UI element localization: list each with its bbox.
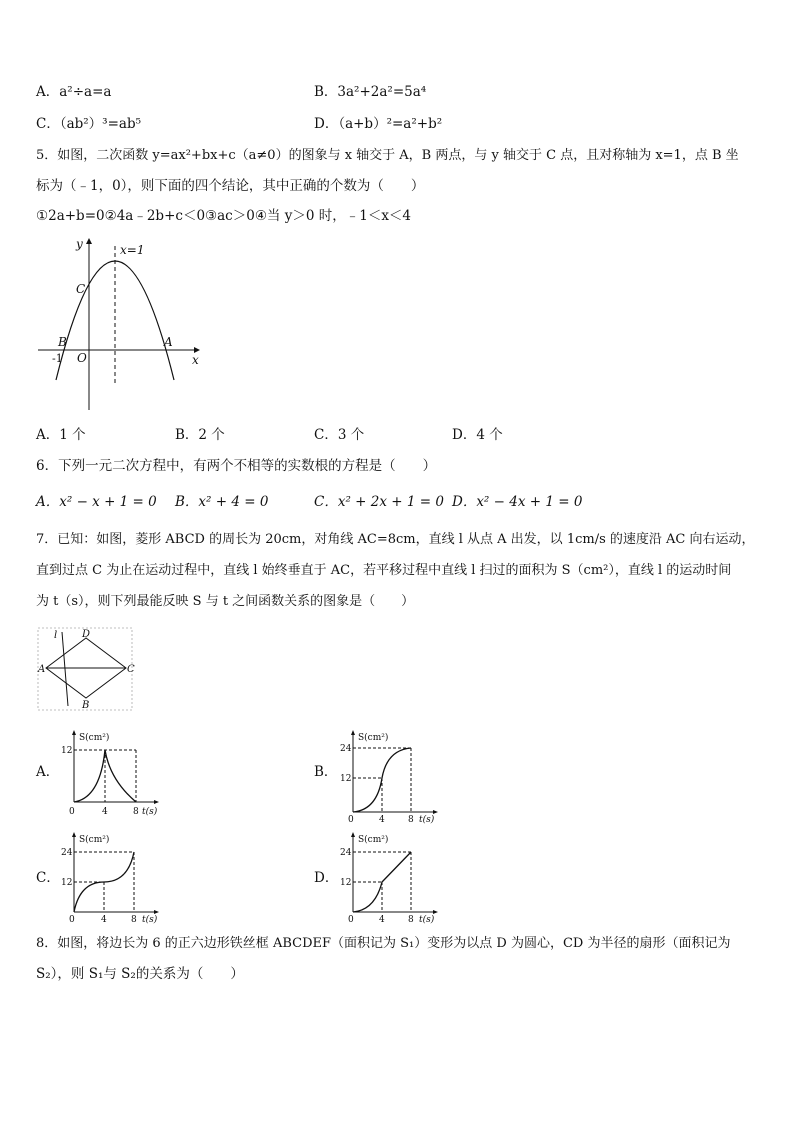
svg-text:8: 8: [133, 807, 139, 817]
label-l: l: [54, 630, 58, 641]
label-c: C: [127, 664, 135, 675]
svg-text:12: 12: [340, 774, 352, 784]
q7-option-c-label: C．: [36, 870, 60, 886]
q6-option-b: B．x² + 4 = 0: [175, 494, 269, 510]
tick-minus1-label: -1: [52, 352, 63, 365]
label-a: A: [38, 664, 46, 675]
svg-text:0: 0: [69, 915, 75, 925]
point-b-label: B: [58, 335, 67, 349]
q4-option-a: A．a²÷a=a: [36, 84, 112, 100]
q6-option-c: C．x² + 2x + 1 = 0: [314, 494, 444, 510]
q7-graph-a: [58, 730, 168, 820]
q5-option-a: A．1 个: [36, 427, 86, 443]
q5-stem-line2: 标为（﹣1，0），则下面的四个结论，其中正确的个数为（ ）: [36, 178, 425, 194]
q7-graph-c: [58, 832, 168, 925]
graph-b-curve: [353, 748, 411, 812]
svg-text:S(cm²): S(cm²): [79, 733, 110, 743]
q4-option-d: D．（a+b）²=a²+b²: [314, 116, 443, 132]
q5-option-b: B．2 个: [175, 427, 225, 443]
q6-option-a: A．x² − x + 1 = 0: [36, 494, 157, 510]
svg-text:t(s): t(s): [142, 807, 158, 817]
q7-option-d-label: D．: [314, 870, 339, 886]
q7-stem-line1: 7．已知：如图，菱形 ABCD 的周长为 20cm，对角线 AC=8cm，直线 l 从点 A 出发，以 1cm/s 的速度沿 AC 向右运动，: [36, 532, 755, 547]
q7-option-a-label: A．: [36, 764, 60, 780]
q8-stem-line2: S₂），则 S₁与 S₂的关系为（ ）: [36, 966, 244, 982]
parabola-curve: [56, 261, 174, 380]
q6-option-d: D．x² − 4x + 1 = 0: [452, 494, 583, 510]
svg-text:t(s): t(s): [142, 915, 158, 925]
svg-text:t(s): t(s): [419, 815, 435, 825]
q5-conclusions: ①2a+b=0②4a﹣2b+c＜0③ac＞0④当 y＞0 时，﹣1＜x＜4: [36, 208, 412, 224]
svg-text:4: 4: [101, 915, 107, 925]
axis-of-symmetry-label: x=1: [120, 243, 145, 257]
svg-text:24: 24: [340, 848, 352, 858]
y-axis-arrow: [86, 238, 92, 244]
svg-text:0: 0: [348, 915, 354, 925]
label-b: B: [82, 700, 90, 711]
svg-text:24: 24: [340, 744, 352, 754]
svg-text:8: 8: [131, 915, 137, 925]
svg-text:S(cm²): S(cm²): [79, 835, 110, 845]
svg-text:8: 8: [408, 915, 414, 925]
q5-parabola-figure: [34, 234, 214, 414]
q7-graph-d: [337, 832, 447, 925]
svg-text:12: 12: [61, 878, 73, 888]
y-axis-label: y: [76, 237, 83, 251]
q5-stem-line1: 5．如图，二次函数 y=ax²+bx+c（a≠0）的图象与 x 轴交于 A，B 两点，与 y 轴交于 C 点，且对称轴为 x=1，点 B 坐: [36, 148, 739, 163]
q4-option-c: C．（ab²）³=ab⁵: [36, 116, 142, 132]
q6-stem: 6．下列一元二次方程中，有两个不相等的实数根的方程是（ ）: [36, 458, 437, 474]
q5-option-c: C．3 个: [314, 427, 365, 443]
svg-text:0: 0: [69, 807, 75, 817]
svg-text:4: 4: [379, 815, 385, 825]
svg-text:0: 0: [348, 815, 354, 825]
label-d: D: [82, 629, 91, 640]
q8-stem-line1: 8．如图，将边长为 6 的正六边形铁丝框 ABCDEF（面积记为 S₁）变形为以点 D 为圆心，CD 为半径的扇形（面积记为: [36, 936, 731, 951]
svg-text:S(cm²): S(cm²): [358, 733, 389, 743]
q7-stem-line2: 直到过点 C 为止在运动过程中，直线 l 始终垂直于 AC，若平移过程中直线 l 扫过的面积为 S（cm²），直线 l 的运动时间: [36, 563, 732, 578]
q4-option-b: B．3a²+2a²=5a⁴: [314, 84, 427, 100]
point-a-label: A: [164, 335, 173, 349]
q7-graph-b: [337, 730, 447, 825]
svg-text:t(s): t(s): [419, 915, 435, 925]
line-l: [62, 632, 68, 706]
x-axis-label: x: [192, 353, 199, 367]
q7-stem-line3: 为 t（s），则下列最能反映 S 与 t 之间函数关系的图象是（ ）: [36, 594, 415, 609]
svg-text:4: 4: [102, 807, 108, 817]
svg-text:S(cm²): S(cm²): [358, 835, 389, 845]
q7-option-b-label: B．: [314, 764, 338, 780]
q5-option-d: D．4 个: [452, 427, 503, 443]
origin-label: O: [77, 351, 87, 365]
svg-text:4: 4: [379, 915, 385, 925]
svg-text:24: 24: [61, 848, 73, 858]
svg-text:12: 12: [340, 878, 352, 888]
svg-text:12: 12: [61, 746, 73, 756]
svg-text:8: 8: [408, 815, 414, 825]
point-c-label: C: [76, 282, 86, 296]
q7-rhombus-figure: [36, 626, 136, 712]
